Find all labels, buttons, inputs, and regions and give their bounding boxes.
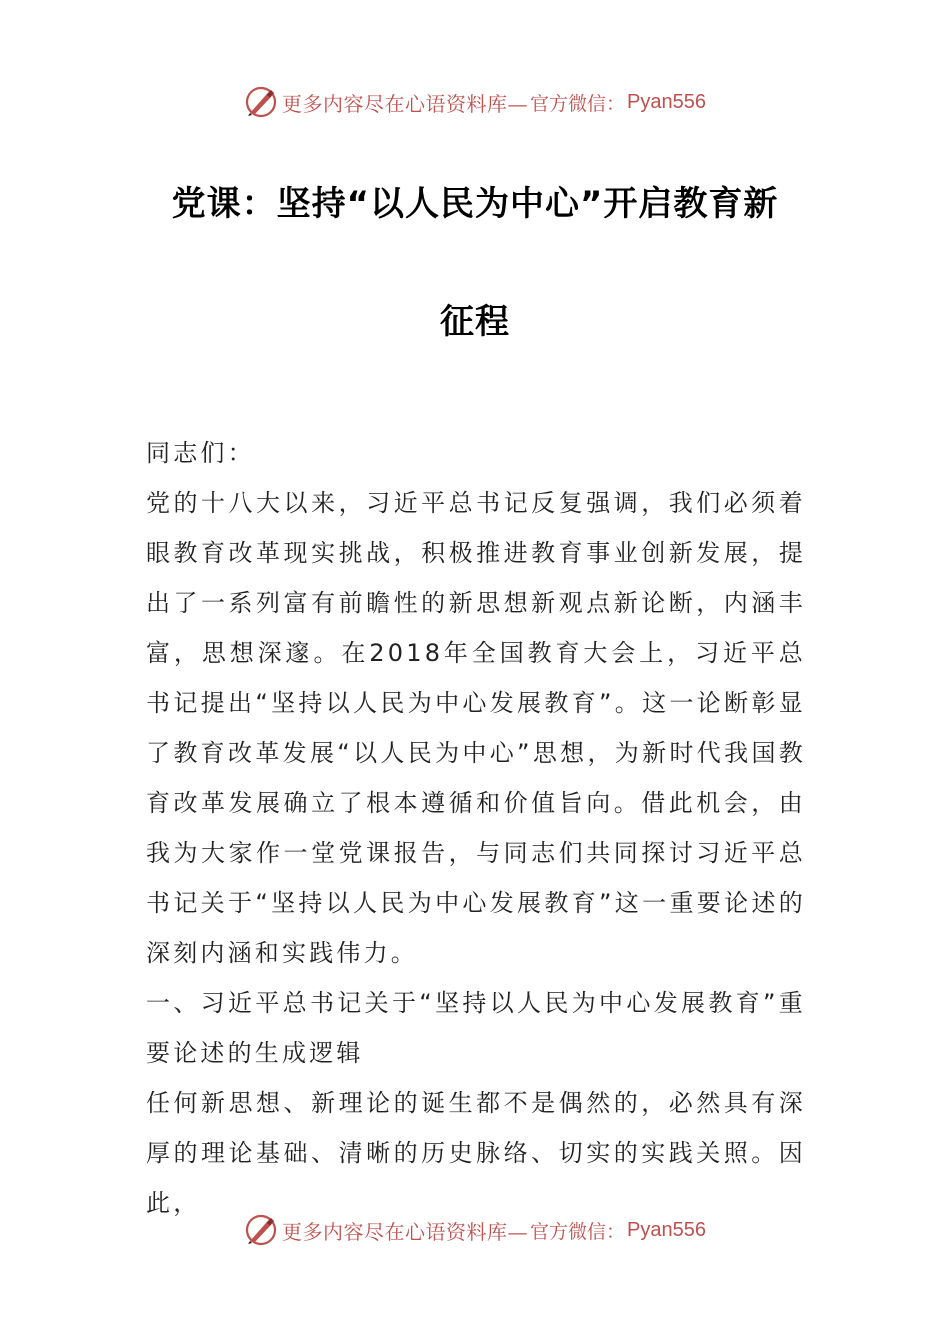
footer-watermark-banner: [0, 1210, 950, 1250]
wechat-id: Pyan556: [627, 1218, 706, 1241]
section-heading: 一、习近平总书记关于“坚持以人民为中心发展教育”重要论述的生成逻辑: [146, 989, 806, 1067]
pen-logo-icon: [244, 1213, 278, 1247]
body-paragraph: 任何新思想、新理论的诞生都不是偶然的，必然具有深厚的理论基础、清晰的历史脉络、切实的实践关照。因此，: [146, 1089, 806, 1217]
promo-text: 更多内容尽在心语资料库—: [282, 91, 528, 116]
salutation: 同志们：: [146, 439, 255, 467]
wechat-label: 官方微信：: [530, 92, 626, 115]
document-body: [146, 428, 806, 1228]
promo-text: 更多内容尽在心语资料库—: [282, 1219, 528, 1244]
wechat-label: 官方微信：: [530, 1220, 626, 1243]
pen-logo-icon: [244, 85, 278, 119]
document-title-line1: 党课：坚持“以人民为中心”开启教育新: [171, 184, 779, 224]
wechat-id: Pyan556: [627, 90, 706, 113]
header-watermark-banner: [0, 82, 950, 122]
body-paragraph: 党的十八大以来，习近平总书记反复强调，我们必须着眼教育改革现实挑战，积极推进教育事业创新发展，提出了一系列富有前瞻性的新思想新观点新论断，内涵丰富，思想深邃。在2018年全国教育大会上，习近平总书记提出“坚持以人民为中心发展教育”。这一论断彰显了教育改革发展“以人民为中心”思想，为新时代我国教育改革发展确立了根本遵循和价值旨向。借此机会，由我为大家作一堂党课报告，与同志们共同探讨习近平总书记关于“坚持以人民为中心发展教育”这一重要论述的深刻内涵和实践伟力。: [146, 489, 806, 967]
document-title-line2: 征程: [440, 302, 510, 342]
